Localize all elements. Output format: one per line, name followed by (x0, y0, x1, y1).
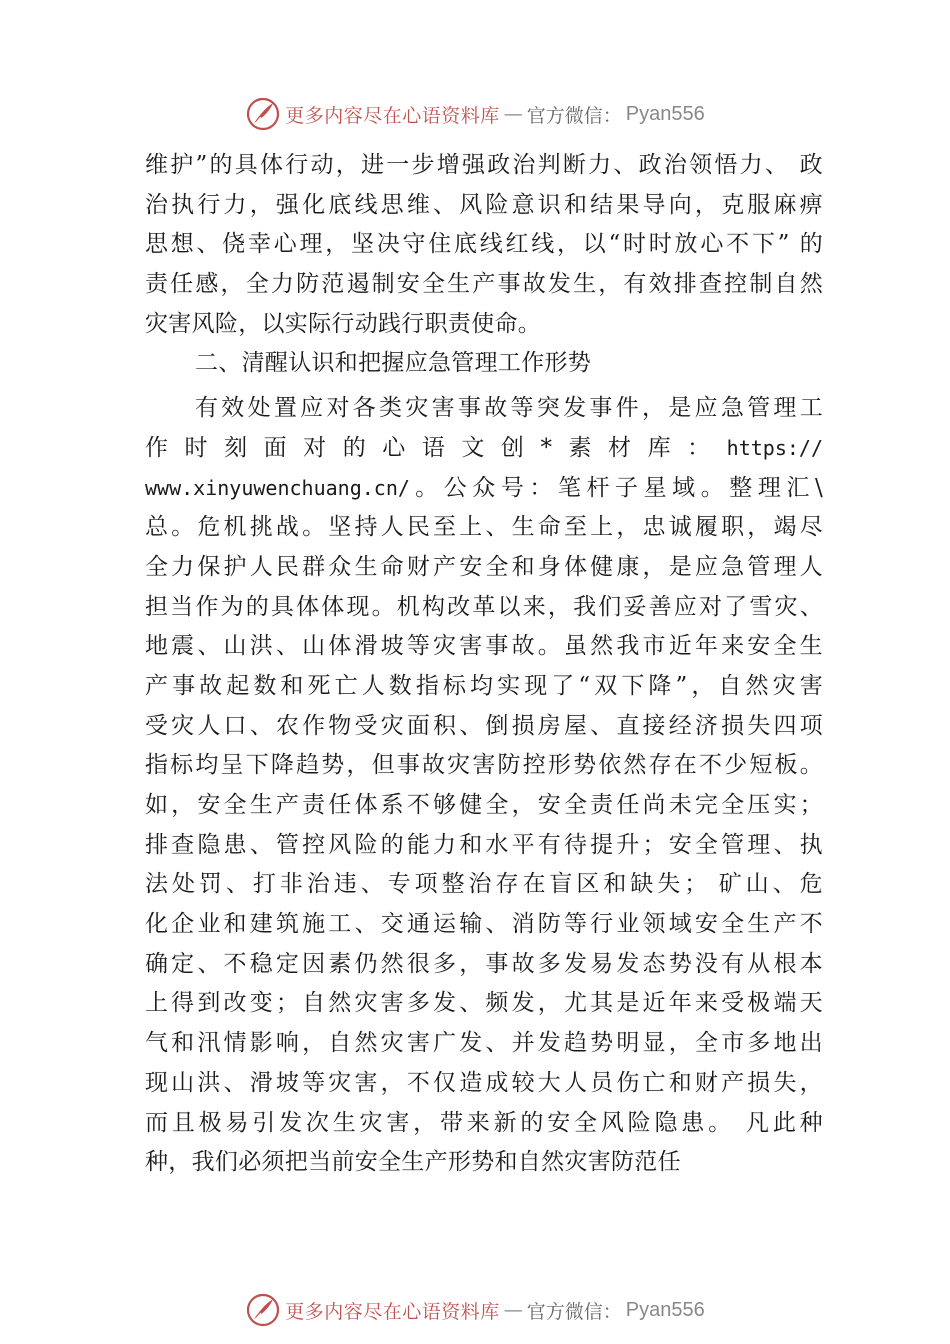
text-line: 有效处置应对各类灾害事故等突发事件，是应急管理工 (195, 395, 823, 422)
quill-logo-icon (245, 96, 281, 132)
text-line: 维护”的具体行动，进一步增强政治判断力、政治领悟力、 政 (145, 152, 823, 178)
text-line: 地震、山洪、山体滑坡等灾害事故。虽然我市近年来安全生 (145, 633, 823, 660)
text-line-with-url (145, 429, 823, 469)
header-brand-text: 更多内容尽在心语资料库 (285, 104, 500, 127)
header-banner (0, 94, 950, 134)
text-segment: 作时刻面对的心语文创*素材库： (145, 434, 727, 461)
url-link[interactable]: www.xinyuwenchuang.cn/ (145, 475, 410, 500)
text-line: 指标均呈下降趋势，但事故灾害防控形势依然存在不少短板。 (145, 752, 823, 779)
text-line: 确定、不稳定因素仍然很多，事故多发易发态势没有从根本 (145, 950, 823, 977)
text-line: 如，安全生产责任体系不够健全，安全责任尚未完全压实； (145, 792, 823, 818)
footer-banner (0, 1290, 950, 1330)
text-line: 排查隐患、管控风险的能力和水平有待提升；安全管理、执 (145, 831, 823, 858)
footer-wechat-id: Pyan556 (625, 1298, 705, 1321)
text-line: 受灾人口、农作物受灾面积、倒损房屋、直接经济损失四项 (145, 712, 823, 739)
text-line: 气和汛情影响，自然灾害广发、并发趋势明显，全市多地出 (145, 1030, 823, 1057)
document-body (145, 146, 823, 1183)
text-line: 全力保护人民群众生命财产安全和身体健康，是应急管理人 (145, 553, 823, 580)
text-line: 种，我们必须把当前安全生产形势和自然灾害防范任 (145, 1149, 681, 1176)
header-separator: — (503, 103, 523, 125)
footer-separator: — (503, 1299, 523, 1321)
text-line: 而且极易引发次生灾害，带来新的安全风险隐患。 凡此种 (145, 1109, 823, 1136)
text-segment: 。公众号：笔杆子星域。整理汇\ (409, 474, 823, 501)
text-line: 灾害风险，以实际行动践行职责使命。 (145, 310, 542, 337)
text-line: 总。危机挑战。坚持人民至上、生命至上，忠诚履职，竭尽 (145, 514, 823, 541)
text-line: 现山洪、滑坡等灾害，不仅造成较大人员伤亡和财产损失， (145, 1069, 823, 1096)
text-line: 化企业和建筑施工、交通运输、消防等行业领域安全生产不 (145, 911, 823, 938)
text-line: 上得到改变；自然灾害多发、频发，尤其是近年来受极端天 (145, 990, 823, 1017)
header-wechat-label: 官方微信： (526, 104, 622, 127)
footer-brand-text: 更多内容尽在心语资料库 (285, 1300, 500, 1323)
text-line: 治执行力，强化底线思维、风险意识和结果导向，克服麻痹 (145, 191, 823, 218)
text-line: 思想、侥幸心理，坚决守住底线红线，以“时时放心不下” 的 (145, 231, 823, 258)
text-line-with-url (145, 469, 823, 509)
text-line: 担当作为的具体体现。机构改革以来，我们妥善应对了雪灾、 (145, 593, 823, 620)
text-line: 法处罚、打非治违、专项整治存在盲区和缺失； 矿山、危 (145, 871, 823, 898)
section-heading: 二、清醒认识和把握应急管理工作形势 (195, 350, 592, 377)
text-line: 产事故起数和死亡人数指标均实现了“双下降”，自然灾害 (145, 672, 823, 699)
url-link[interactable]: https:// (726, 435, 823, 460)
text-line: 责任感，全力防范遏制安全生产事故发生，有效排查控制自然 (145, 271, 823, 298)
header-wechat-id: Pyan556 (625, 102, 705, 125)
quill-logo-icon (245, 1292, 281, 1328)
footer-wechat-label: 官方微信： (526, 1300, 622, 1323)
